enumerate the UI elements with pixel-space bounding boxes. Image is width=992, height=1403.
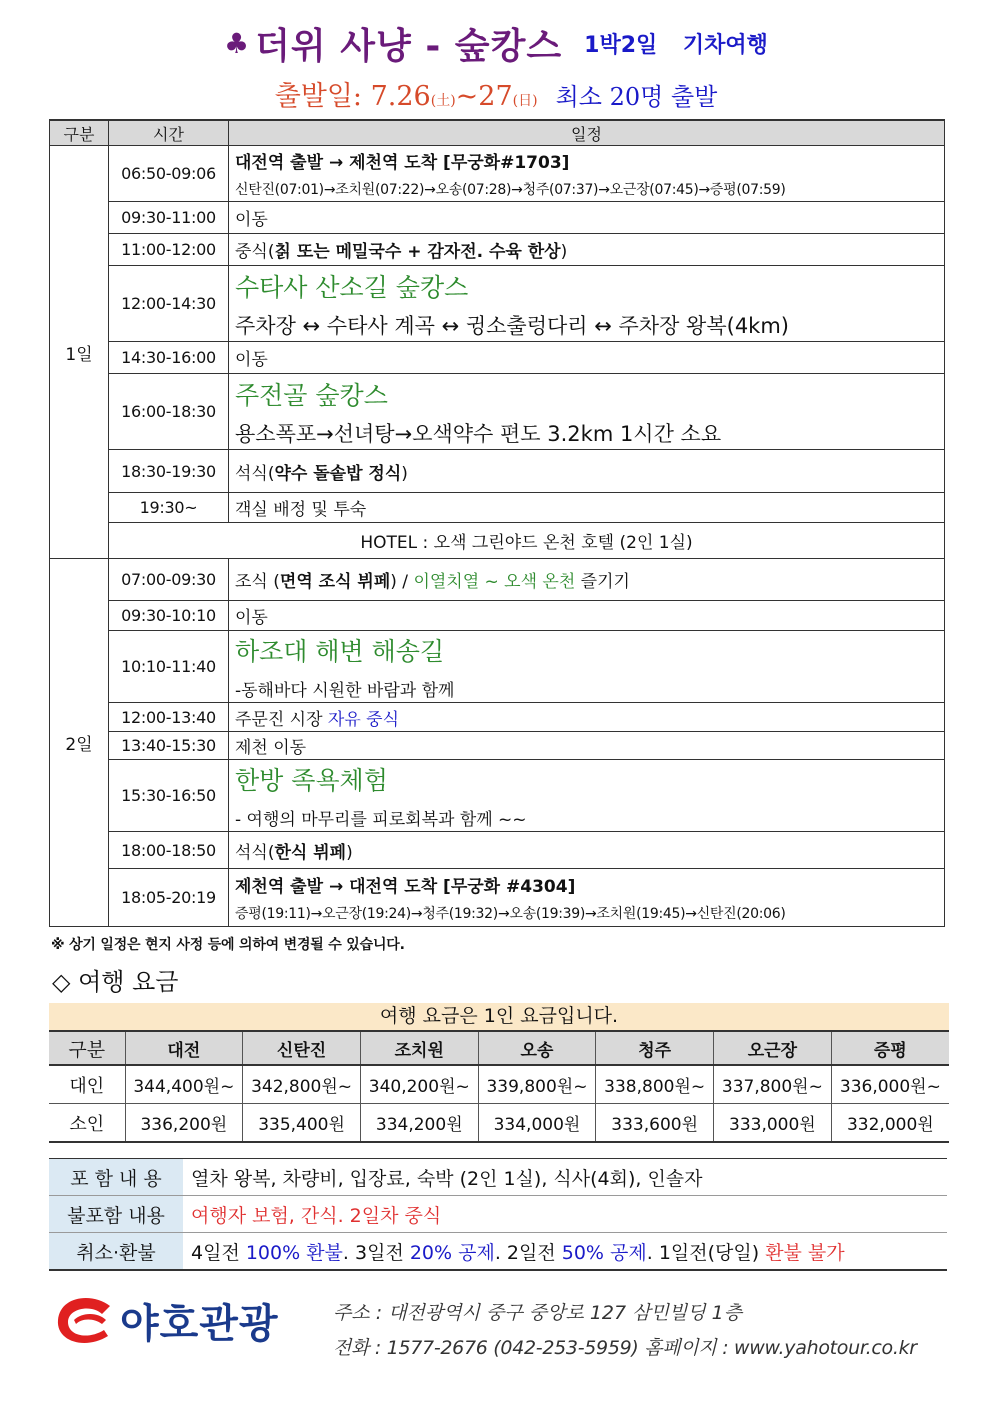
- table-row: [50, 202, 945, 234]
- fees-heading: ◇ 여행 요금: [52, 968, 179, 996]
- event-text: 이동: [229, 202, 945, 234]
- time-cell: 13:40-15:30: [109, 732, 229, 760]
- table-row: [49, 1065, 949, 1104]
- fare-col-header: 청주: [596, 1031, 714, 1065]
- fare-col-header: 증평: [831, 1031, 949, 1065]
- table-row: [50, 631, 945, 703]
- page-subtitle: 1박2일 기차여행: [584, 33, 768, 58]
- attraction-title: 하조대 해변 해송길: [235, 637, 445, 666]
- day-label: 1일: [50, 146, 109, 559]
- attraction-title: 수타사 산소길 숲캉스: [235, 272, 469, 302]
- title-line: [0, 18, 992, 69]
- meal-mid: ) /: [390, 572, 414, 592]
- table-row: [50, 832, 945, 869]
- meal-suffix: ): [560, 242, 568, 262]
- fare-cell: 333,000원: [714, 1104, 832, 1143]
- meal-prefix: 석식(: [235, 463, 275, 484]
- departure-date: 출발일: 7.26: [274, 81, 431, 112]
- table-row: [50, 146, 945, 202]
- meal-suffix: ): [346, 842, 353, 863]
- fare-cell: 334,000원: [478, 1104, 596, 1143]
- company-address: 주소 : 대전광역시 중구 중앙로 127 삼민빌딩 1층: [333, 1302, 743, 1324]
- fare-col-header: 구분: [49, 1031, 125, 1065]
- fare-col-header: 오근장: [714, 1031, 832, 1065]
- meal-prefix: 조식 (: [235, 572, 280, 592]
- table-row: [50, 760, 945, 832]
- fare-table: [49, 1030, 949, 1143]
- time-cell: 19:30~: [109, 493, 229, 523]
- meal-prefix: 주문진 시장: [235, 709, 328, 730]
- company-contact: 전화 : 1577-2676 (042-253-5959) 홈페이지 : www.yahotour.co.kr: [333, 1337, 917, 1359]
- table-row: [50, 601, 945, 631]
- hotel-info: HOTEL : 오색 그린야드 온천 호텔 (2인 1실): [109, 523, 945, 559]
- time-cell: 06:50-09:06: [109, 146, 229, 202]
- table-row: [49, 1196, 947, 1233]
- time-cell: 12:00-14:30: [109, 266, 229, 342]
- fare-cell: 337,800원~: [714, 1065, 832, 1104]
- time-cell: 11:00-12:00: [109, 234, 229, 266]
- included-label: 포 함 내 용: [49, 1159, 183, 1196]
- meal-prefix: 중식(: [235, 242, 275, 262]
- fare-cell: 338,800원~: [596, 1065, 714, 1104]
- time-cell: 07:00-09:30: [109, 559, 229, 601]
- fare-cell: 340,200원~: [360, 1065, 478, 1104]
- fare-col-header: 조치원: [360, 1031, 478, 1065]
- fare-cell: 344,400원~: [125, 1065, 243, 1104]
- fare-col-header: 대전: [125, 1031, 243, 1065]
- time-cell: 18:30-19:30: [109, 450, 229, 493]
- fare-cell: 336,200원: [125, 1104, 243, 1143]
- table-row: [50, 450, 945, 493]
- attraction-detail: -동해바다 시원한 바람과 함께: [235, 681, 455, 701]
- fare-cell: 334,200원: [360, 1104, 478, 1143]
- departure-day2: (日): [512, 93, 538, 109]
- cancel-policy: [183, 1233, 947, 1271]
- schedule-note: ※ 상기 일정은 현지 사정 등에 의하여 변경될 수 있습니다.: [51, 937, 405, 953]
- fare-cell: 335,400원: [243, 1104, 361, 1143]
- min-people: 최소 20명 출발: [555, 83, 718, 111]
- cancel-highlight: 50% 공제: [561, 1241, 647, 1264]
- table-row: [50, 869, 945, 927]
- free-lunch: 자유 중식: [327, 709, 400, 730]
- event-text: 이동: [229, 342, 945, 374]
- table-row: [49, 1233, 947, 1271]
- included-text: 열차 왕복, 차량비, 입장료, 숙박 (2인 1실), 식사(4회), 인솔자: [183, 1159, 947, 1196]
- fare-col-header: 오송: [478, 1031, 596, 1065]
- fare-cell: 339,800원~: [478, 1065, 596, 1104]
- table-row: [49, 1159, 947, 1196]
- train-title: 대전역 출발 → 제천역 도착 [무궁화#1703]: [235, 153, 570, 173]
- table-row: [50, 342, 945, 374]
- cancel-text: . 1일전(당일): [646, 1241, 766, 1264]
- info-table: [49, 1158, 947, 1271]
- time-cell: 16:00-18:30: [109, 374, 229, 450]
- time-cell: 10:10-11:40: [109, 631, 229, 703]
- train-title: 제천역 출발 → 대전역 도착 [무궁화 #4304]: [235, 877, 576, 897]
- page-title: 더위 사냥 - 숲캉스: [255, 26, 563, 67]
- table-row: [50, 493, 945, 523]
- table-row: [50, 374, 945, 450]
- departure-line: [0, 74, 992, 113]
- excluded-label: 불포함 내용: [49, 1196, 183, 1233]
- onsen-text: 이열치열 ~ 오색 온천: [413, 572, 576, 592]
- table-row: [50, 703, 945, 732]
- attraction-title: 주전골 숲캉스: [235, 380, 388, 410]
- meal-menu: 한식 뷔페: [274, 842, 347, 863]
- day-label: 2일: [50, 559, 109, 927]
- cancel-label: 취소·환불: [49, 1233, 183, 1271]
- col-header-itinerary: 일정: [229, 120, 945, 146]
- schedule-table: [49, 119, 945, 927]
- departure-day1: (土): [430, 93, 456, 109]
- cancel-text: . 3일전: [342, 1241, 410, 1264]
- fare-row-label: 대인: [49, 1065, 125, 1104]
- company-logo: [52, 1290, 332, 1352]
- fare-row-label: 소인: [49, 1104, 125, 1143]
- time-cell: 18:05-20:19: [109, 869, 229, 927]
- excluded-text: 여행자 보험, 간식. 2일차 중식: [183, 1196, 947, 1233]
- col-header-time: 시간: [109, 120, 229, 146]
- logo-swoosh-icon: [52, 1290, 116, 1352]
- col-header-division: 구분: [50, 120, 109, 146]
- meal-menu: 칡 또는 메밀국수 + 감자전. 수육 한상: [274, 242, 561, 262]
- train-stops: 신탄진(07:01)→조치원(07:22)→오송(07:28)→청주(07:37)→오근장(07:45)→증평(07:59): [235, 182, 786, 198]
- train-stops: 증평(19:11)→오근장(19:24)→청주(19:32)→오송(19:39)→조치원(19:45)→신탄진(20:06): [235, 906, 786, 922]
- table-row: [50, 266, 945, 342]
- event-text: 제천 이동: [229, 732, 945, 760]
- cancel-highlight: 100% 환불: [245, 1241, 343, 1264]
- table-row: [50, 732, 945, 760]
- meal-suffix: 즐기기: [575, 572, 630, 592]
- attraction-detail: 용소폭포→선녀탕→오색약수 편도 3.2km 1시간 소요: [235, 421, 722, 446]
- meal-suffix: ): [401, 463, 408, 484]
- cancel-highlight: 20% 공제: [409, 1241, 495, 1264]
- attraction-detail: 주차장 ↔ 수타사 계곡 ↔ 귕소출렁다리 ↔ 주차장 왕복(4km): [235, 313, 789, 338]
- time-cell: 09:30-10:10: [109, 601, 229, 631]
- event-text: 객실 배정 및 투숙: [229, 493, 945, 523]
- attraction-title: 한방 족욕체험: [235, 766, 388, 795]
- time-cell: 18:00-18:50: [109, 832, 229, 869]
- event-text: 이동: [229, 601, 945, 631]
- time-cell: 14:30-16:00: [109, 342, 229, 374]
- time-cell: 09:30-11:00: [109, 202, 229, 234]
- departure-date-end: ~27: [455, 81, 513, 112]
- time-cell: 12:00-13:40: [109, 703, 229, 732]
- company-name: 야호관광: [120, 1301, 279, 1347]
- fare-col-header: 신탄진: [243, 1031, 361, 1065]
- fare-cell: 342,800원~: [243, 1065, 361, 1104]
- cancel-text: 4일전: [191, 1241, 246, 1264]
- attraction-detail: - 여행의 마무리를 피로회복과 함께 ~~: [235, 810, 527, 830]
- meal-menu: 면역 조식 뷔페: [279, 572, 391, 592]
- table-row: [50, 559, 945, 601]
- cancel-text: . 2일전: [494, 1241, 562, 1264]
- meal-prefix: 석식(: [235, 842, 275, 863]
- fare-banner: 여행 요금은 1인 요금입니다.: [49, 1003, 949, 1030]
- fare-cell: 332,000원: [831, 1104, 949, 1143]
- time-cell: 15:30-16:50: [109, 760, 229, 832]
- fare-cell: 333,600원: [596, 1104, 714, 1143]
- club-icon: ♣: [224, 27, 250, 60]
- table-row: [50, 234, 945, 266]
- table-row: [49, 1104, 949, 1143]
- meal-menu: 약수 돌솥밥 정식: [274, 463, 402, 484]
- fare-cell: 336,000원~: [831, 1065, 949, 1104]
- cancel-no-refund: 환불 불가: [765, 1241, 845, 1264]
- table-row: [50, 523, 945, 559]
